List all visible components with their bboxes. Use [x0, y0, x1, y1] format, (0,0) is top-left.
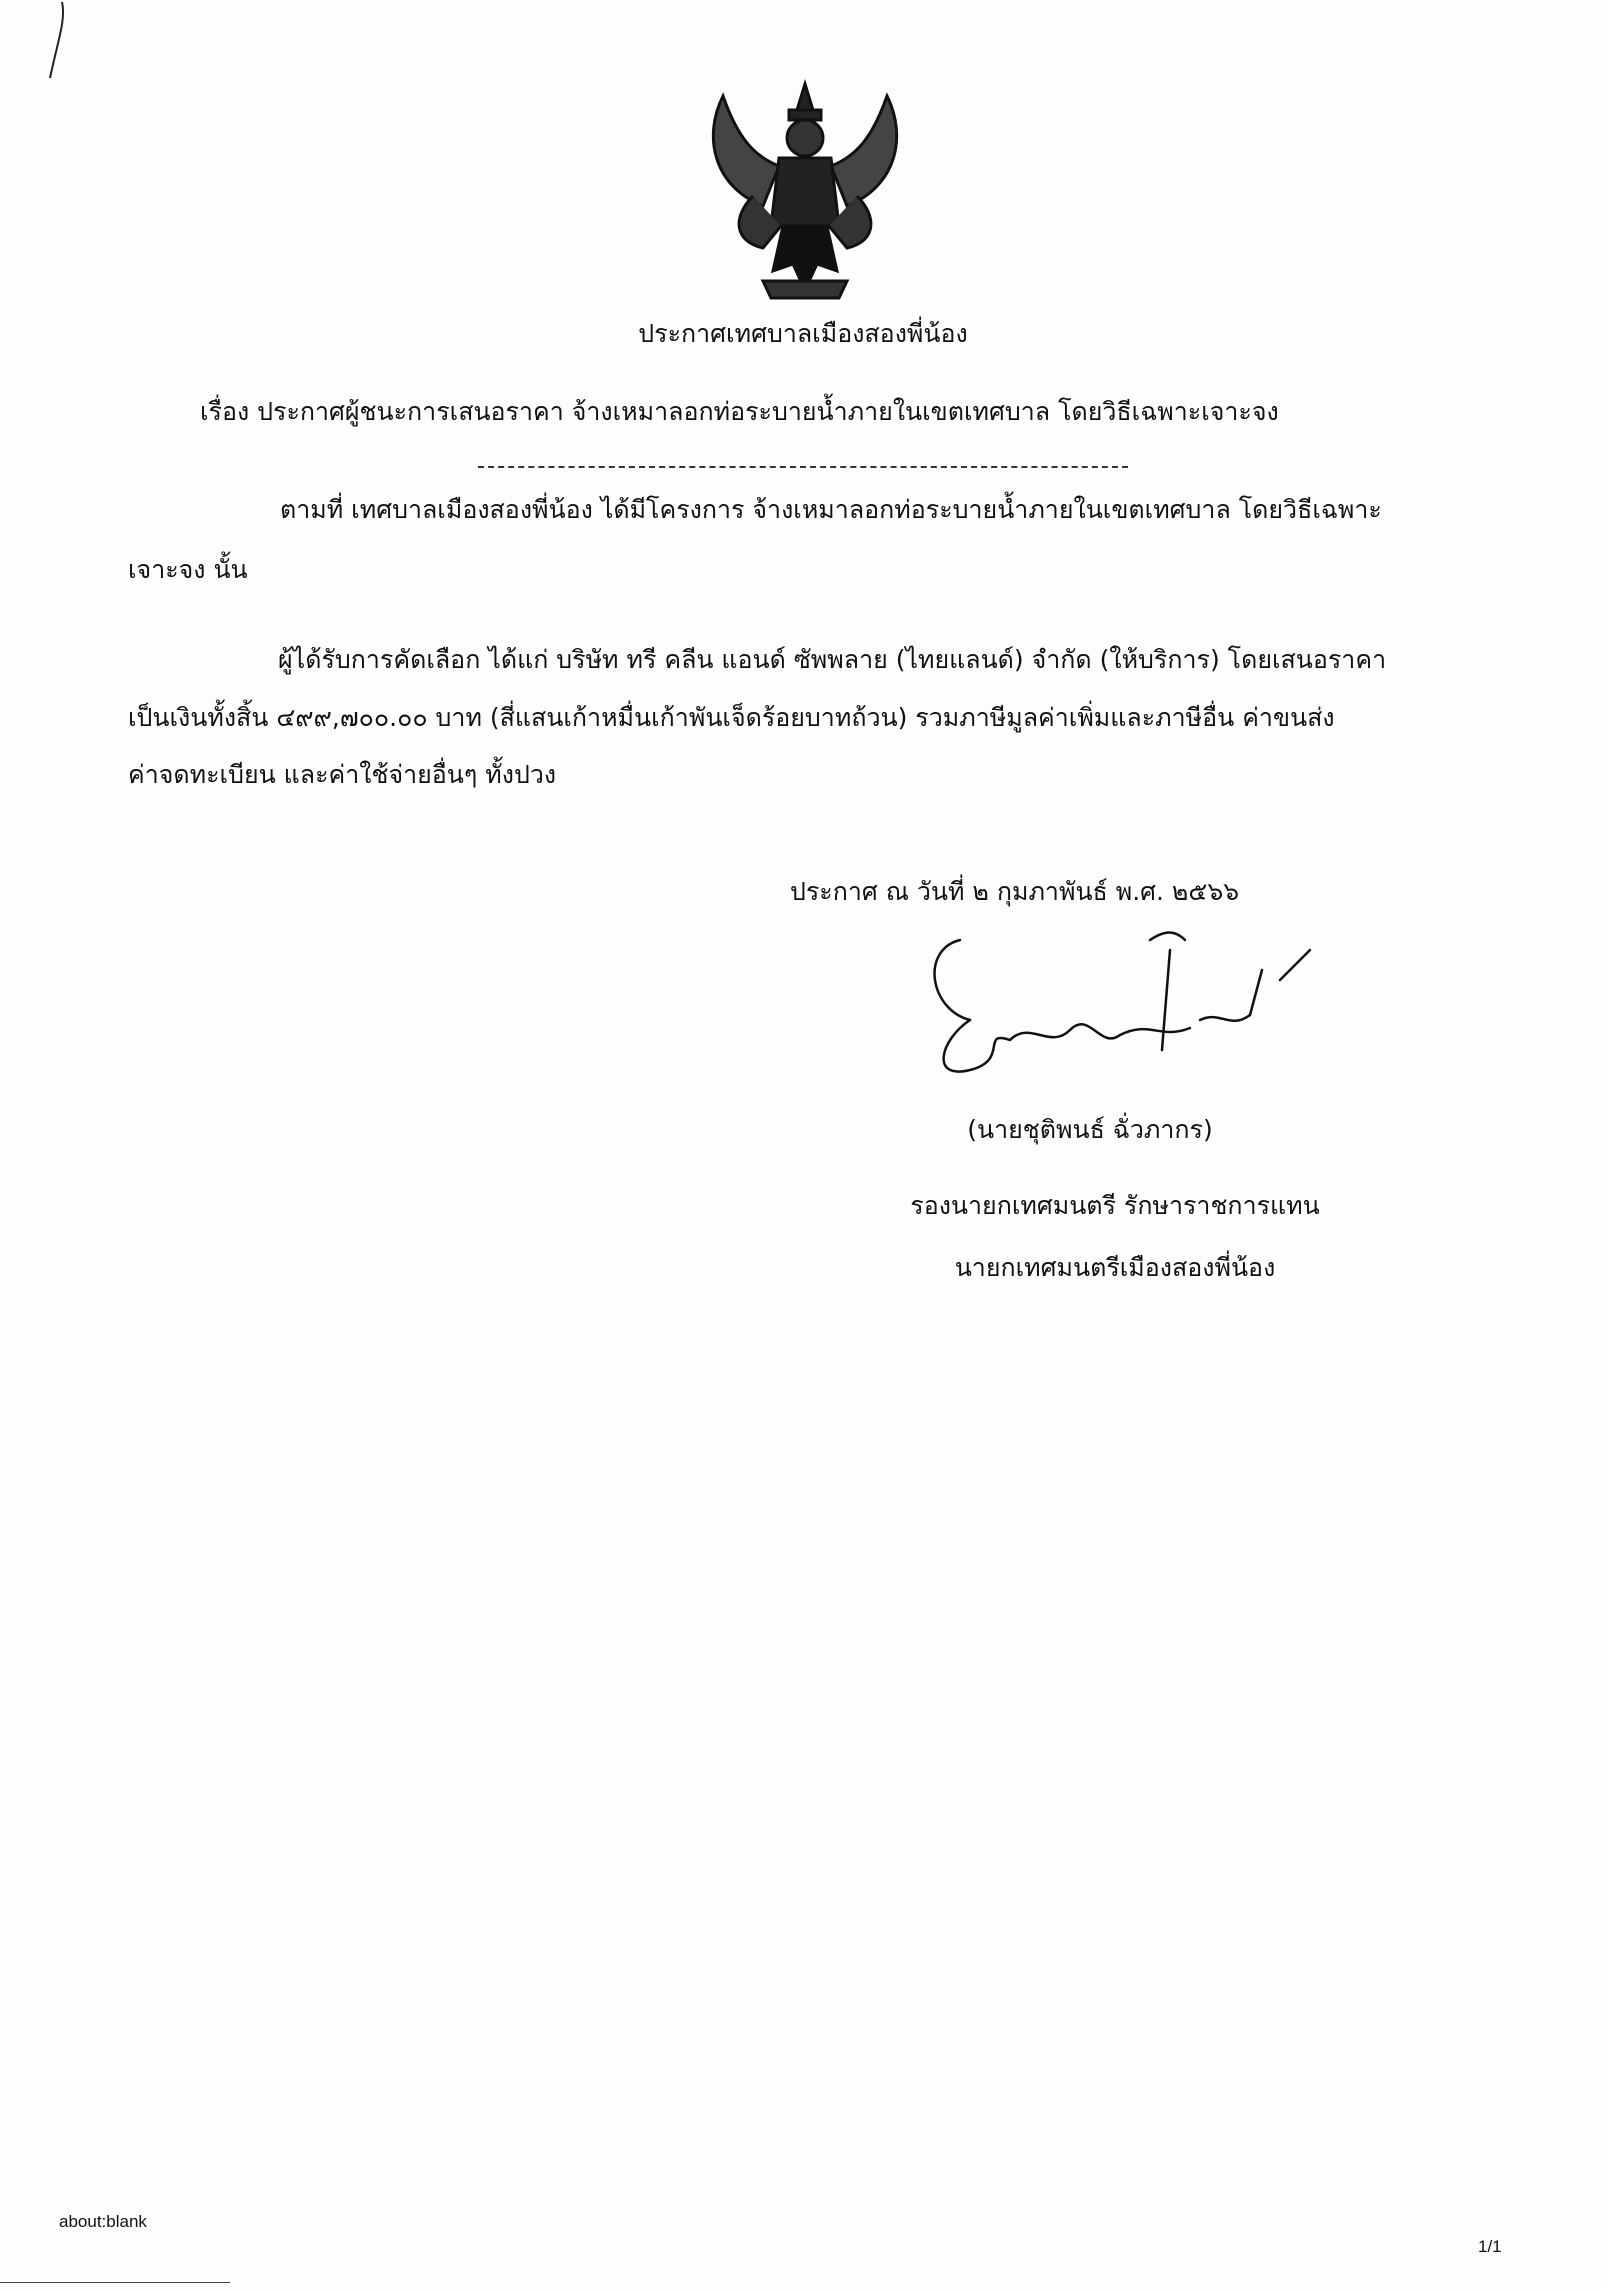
paragraph-1-line-2: เจาะจง นั้น	[128, 555, 248, 584]
paragraph-1-line-1: ตามที่ เทศบาลเมืองสองพี่น้อง ได้มีโครงการ จ้างเหมาลอกท่อระบายน้ำภายในเขตเทศบาล โดยวิธีเฉพาะ	[280, 495, 1382, 524]
footer-page-number: 1/1	[1478, 2237, 1502, 2256]
paragraph-2-line-1: ผู้ได้รับการคัดเลือก ได้แก่ บริษัท ทรี คลีน แอนด์ ซัพพลาย (ไทยแลนด์) จำกัด (ให้บริการ) โดยเสนอราคา	[278, 645, 1387, 674]
signer-position-2: นายกเทศมนตรีเมืองสองพี่น้อง	[954, 1253, 1276, 1282]
footer-line	[0, 2282, 230, 2283]
handwritten-signature	[900, 910, 1320, 1110]
footer-url: about:blank	[59, 2212, 147, 2231]
scan-mark	[44, 0, 74, 82]
document-title: ประกาศเทศบาลเมืองสองพี่น้อง	[638, 319, 968, 348]
garuda-emblem	[693, 76, 917, 308]
signer-position-1: รองนายกเทศมนตรี รักษาราชการแทน	[910, 1191, 1320, 1220]
document-subject: เรื่อง ประกาศผู้ชนะการเสนอราคา จ้างเหมาลอกท่อระบายน้ำภายในเขตเทศบาล โดยวิธีเฉพาะเจาะจง	[200, 397, 1279, 426]
announcement-date: ประกาศ ณ วันที่ ๒ กุมภาพันธ์ พ.ศ. ๒๕๖๖	[790, 877, 1240, 906]
divider-line	[478, 466, 1128, 468]
paragraph-2-line-3: ค่าจดทะเบียน และค่าใช้จ่ายอื่นๆ ทั้งปวง	[128, 760, 557, 789]
signer-name: (นายชุติพนธ์ ฉั่วภากร)	[967, 1115, 1213, 1144]
paragraph-2-line-2: เป็นเงินทั้งสิ้น ๔๙๙,๗๐๐.๐๐ บาท (สี่แสนเก้าหมื่นเก้าพันเจ็ดร้อยบาทถ้วน) รวมภาษีมูลค่าเพิ่มและภาษีอื่น ค่าขนส่ง	[128, 703, 1335, 732]
